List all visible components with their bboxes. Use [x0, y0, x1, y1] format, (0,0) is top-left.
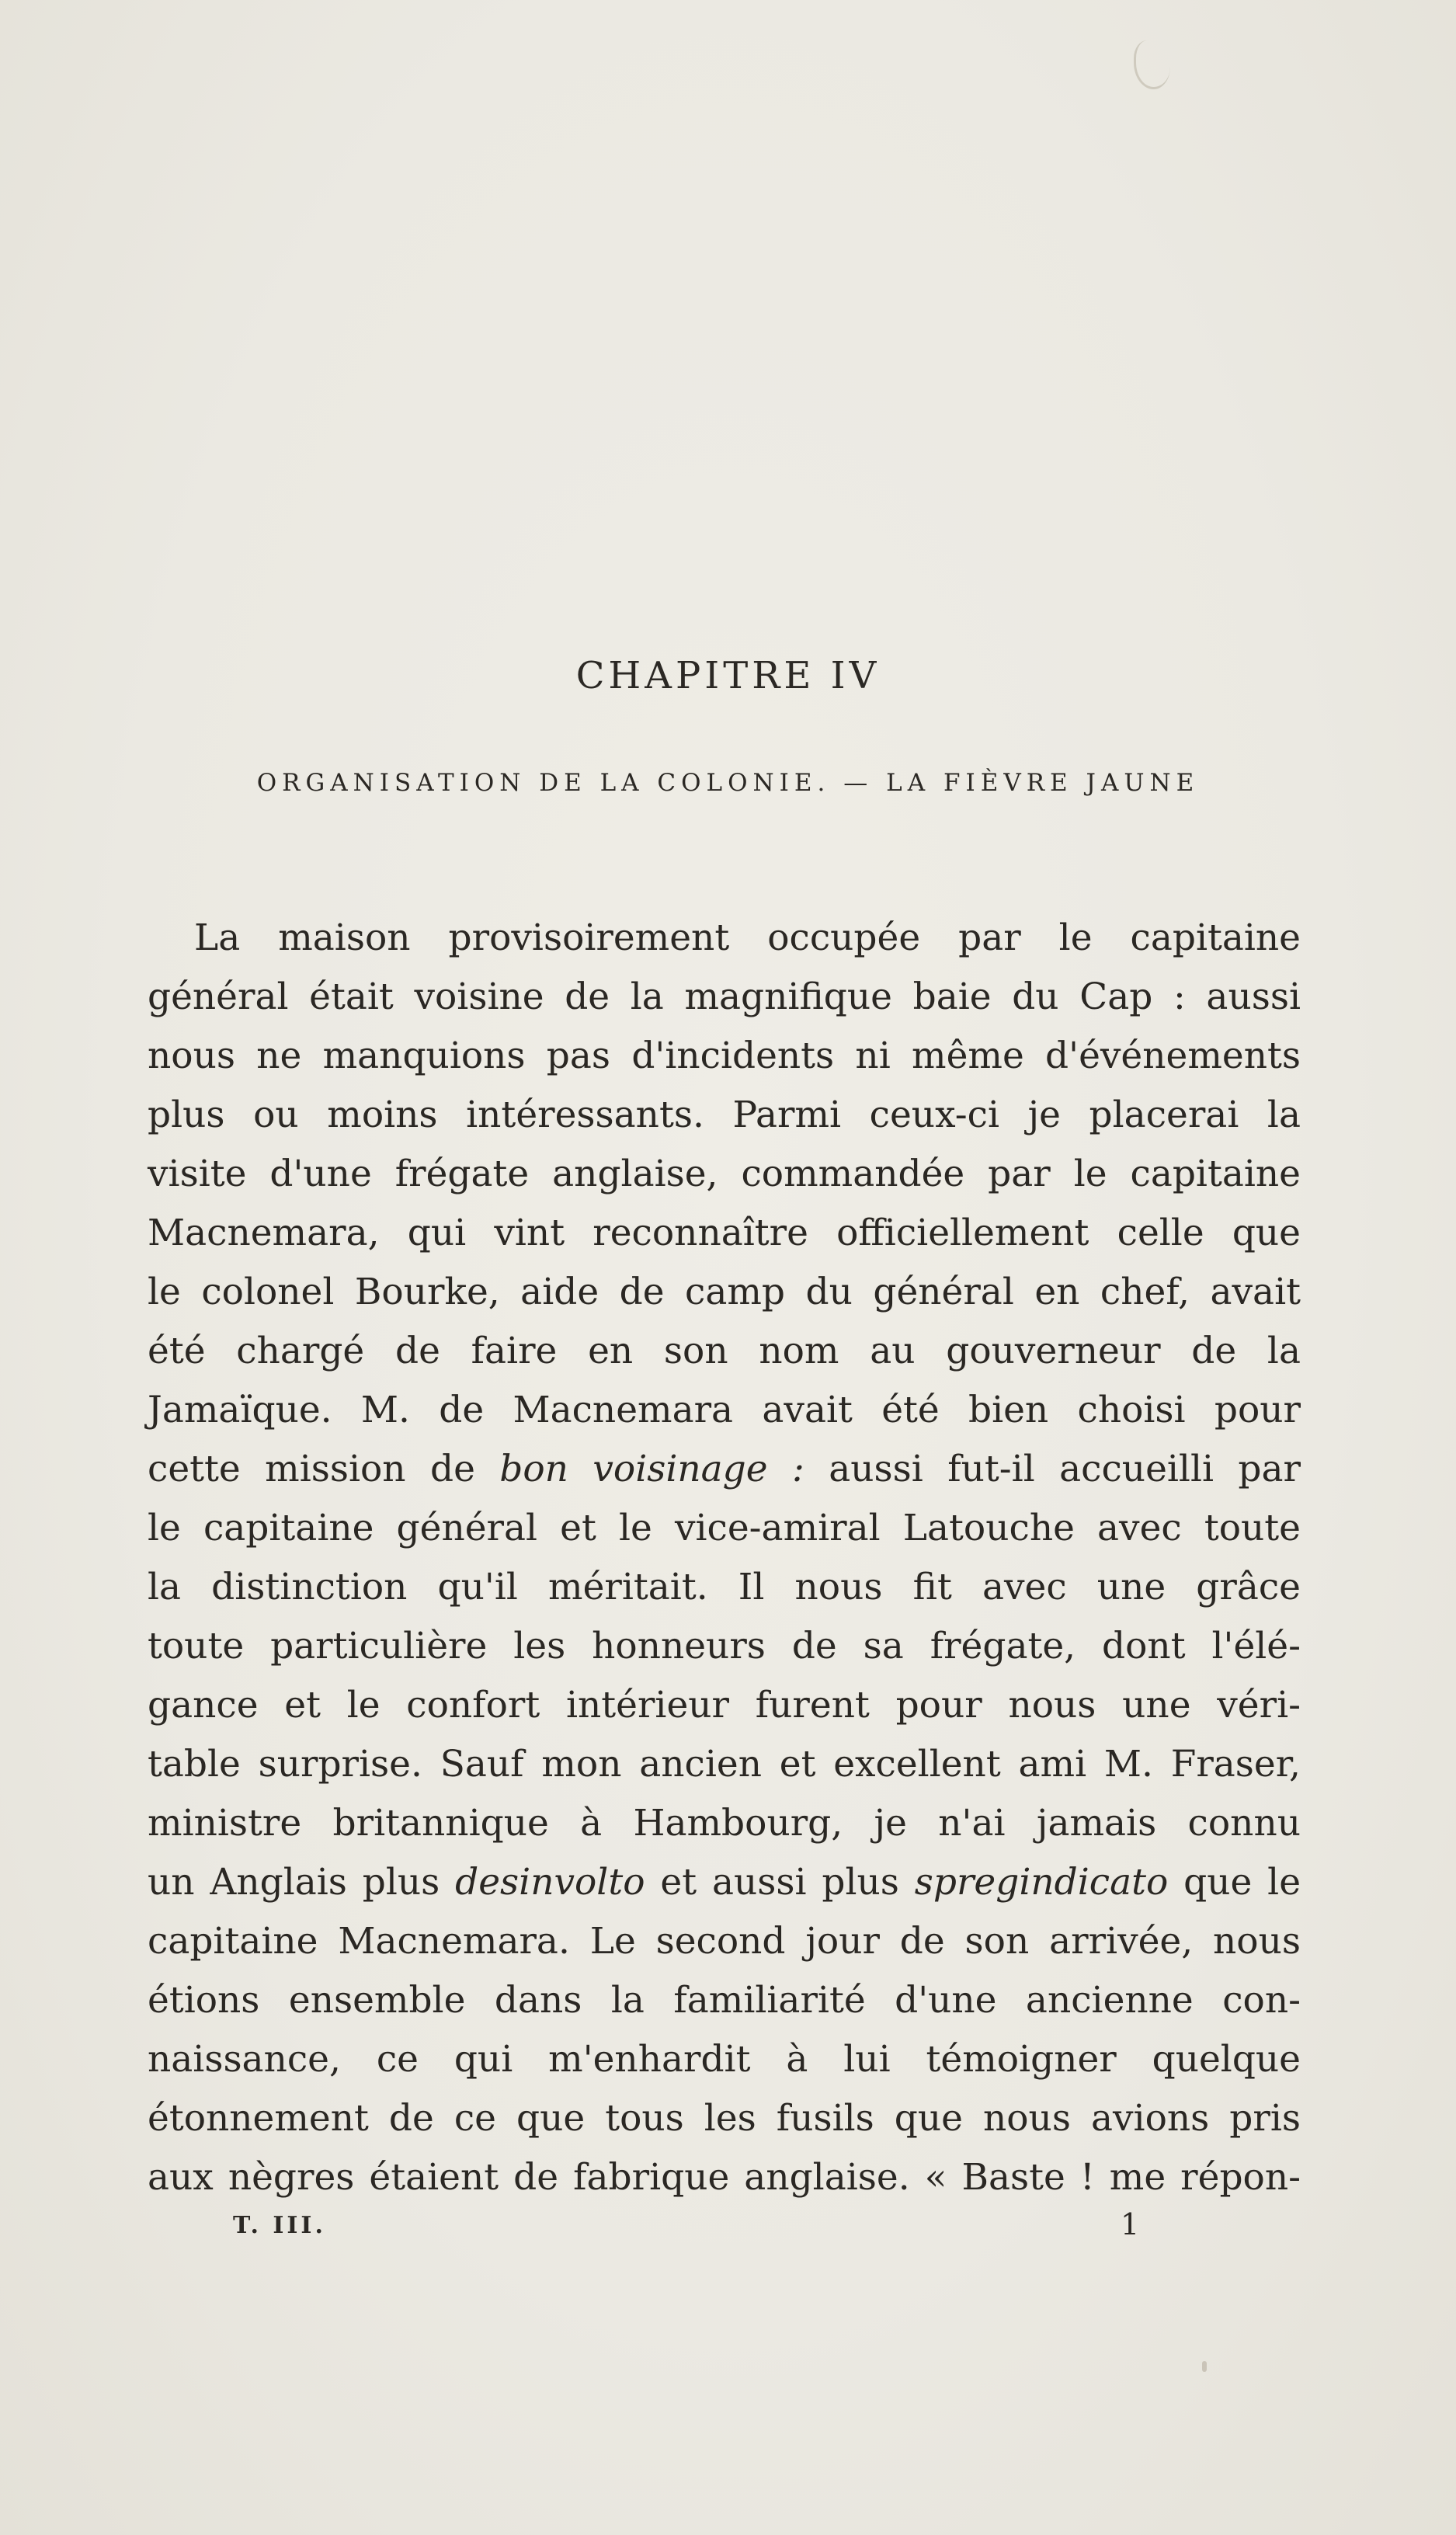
text-line: naissance, ce qui m'enhardit à lui témoigner quelque	[148, 2038, 1301, 2081]
italic-run: spregindicato	[914, 1861, 1169, 1904]
text-line: La maison provisoirement occupée par le capitaine	[194, 916, 1301, 959]
text-line: ministre britannique à Hambourg, je n'ai jamais connu	[148, 1802, 1301, 1845]
text-line: table surprise. Sauf mon ancien et excellent ami M. Fraser,	[148, 1743, 1301, 1786]
italic-run: desinvolto	[455, 1861, 645, 1904]
text-line	[148, 1853, 1301, 1912]
text-line: étions ensemble dans la familiarité d'une ancienne con-	[148, 1979, 1301, 2022]
volume-mark: T. III.	[233, 2212, 326, 2239]
text-run: cette mission de	[148, 1448, 500, 1490]
text-run: aussi fut-il accueilli par	[804, 1448, 1301, 1490]
text-line: le colonel Bourke, aide de camp du général en chef, avait	[148, 1271, 1301, 1313]
text-line: plus ou moins intéressants. Parmi ceux-ci je placerai la	[148, 1094, 1301, 1136]
body-text	[148, 909, 1301, 2207]
text-line: été chargé de faire en son nom au gouverneur de la	[148, 1330, 1301, 1372]
signature-mark: 1	[1121, 2207, 1140, 2241]
paper-stain	[1134, 40, 1170, 89]
text-line: aux nègres étaient de fabrique anglaise. « Baste ! me répon-	[148, 2156, 1301, 2199]
text-run: et aussi plus	[645, 1861, 915, 1904]
chapter-subtitle: ORGANISATION DE LA COLONIE. — LA FIÈVRE JAUNE	[256, 769, 1200, 797]
text-run: que le	[1168, 1861, 1301, 1904]
text-run: un Anglais plus	[148, 1861, 456, 1904]
italic-run: bon voisinage :	[499, 1448, 804, 1490]
text-line: la distinction qu'il méritait. Il nous fit avec une grâce	[148, 1566, 1301, 1608]
text-line: gance et le confort intérieur furent pour nous une véri-	[148, 1684, 1301, 1727]
text-line: capitaine Macnemara. Le second jour de son arrivée, nous	[148, 1920, 1301, 1963]
text-line: Macnemara, qui vint reconnaître officiellement celle que	[148, 1212, 1301, 1254]
chapter-title: CHAPITRE IV	[575, 654, 881, 697]
text-line: Jamaïque. M. de Macnemara avait été bien choisi pour	[148, 1389, 1301, 1431]
text-line: visite d'une frégate anglaise, commandée par le capitaine	[148, 1153, 1301, 1195]
text-line: étonnement de ce que tous les fusils que nous avions pris	[148, 2097, 1301, 2140]
text-line: nous ne manquions pas d'incidents ni même d'événements	[148, 1035, 1301, 1077]
paper-stain	[1202, 2361, 1207, 2372]
text-line: général était voisine de la magnifique baie du Cap : aussi	[148, 975, 1301, 1018]
text-line: le capitaine général et le vice-amiral Latouche avec toute	[148, 1507, 1301, 1549]
text-line: toute particulière les honneurs de sa frégate, dont l'élé-	[148, 1625, 1301, 1667]
text-line	[148, 1440, 1301, 1499]
